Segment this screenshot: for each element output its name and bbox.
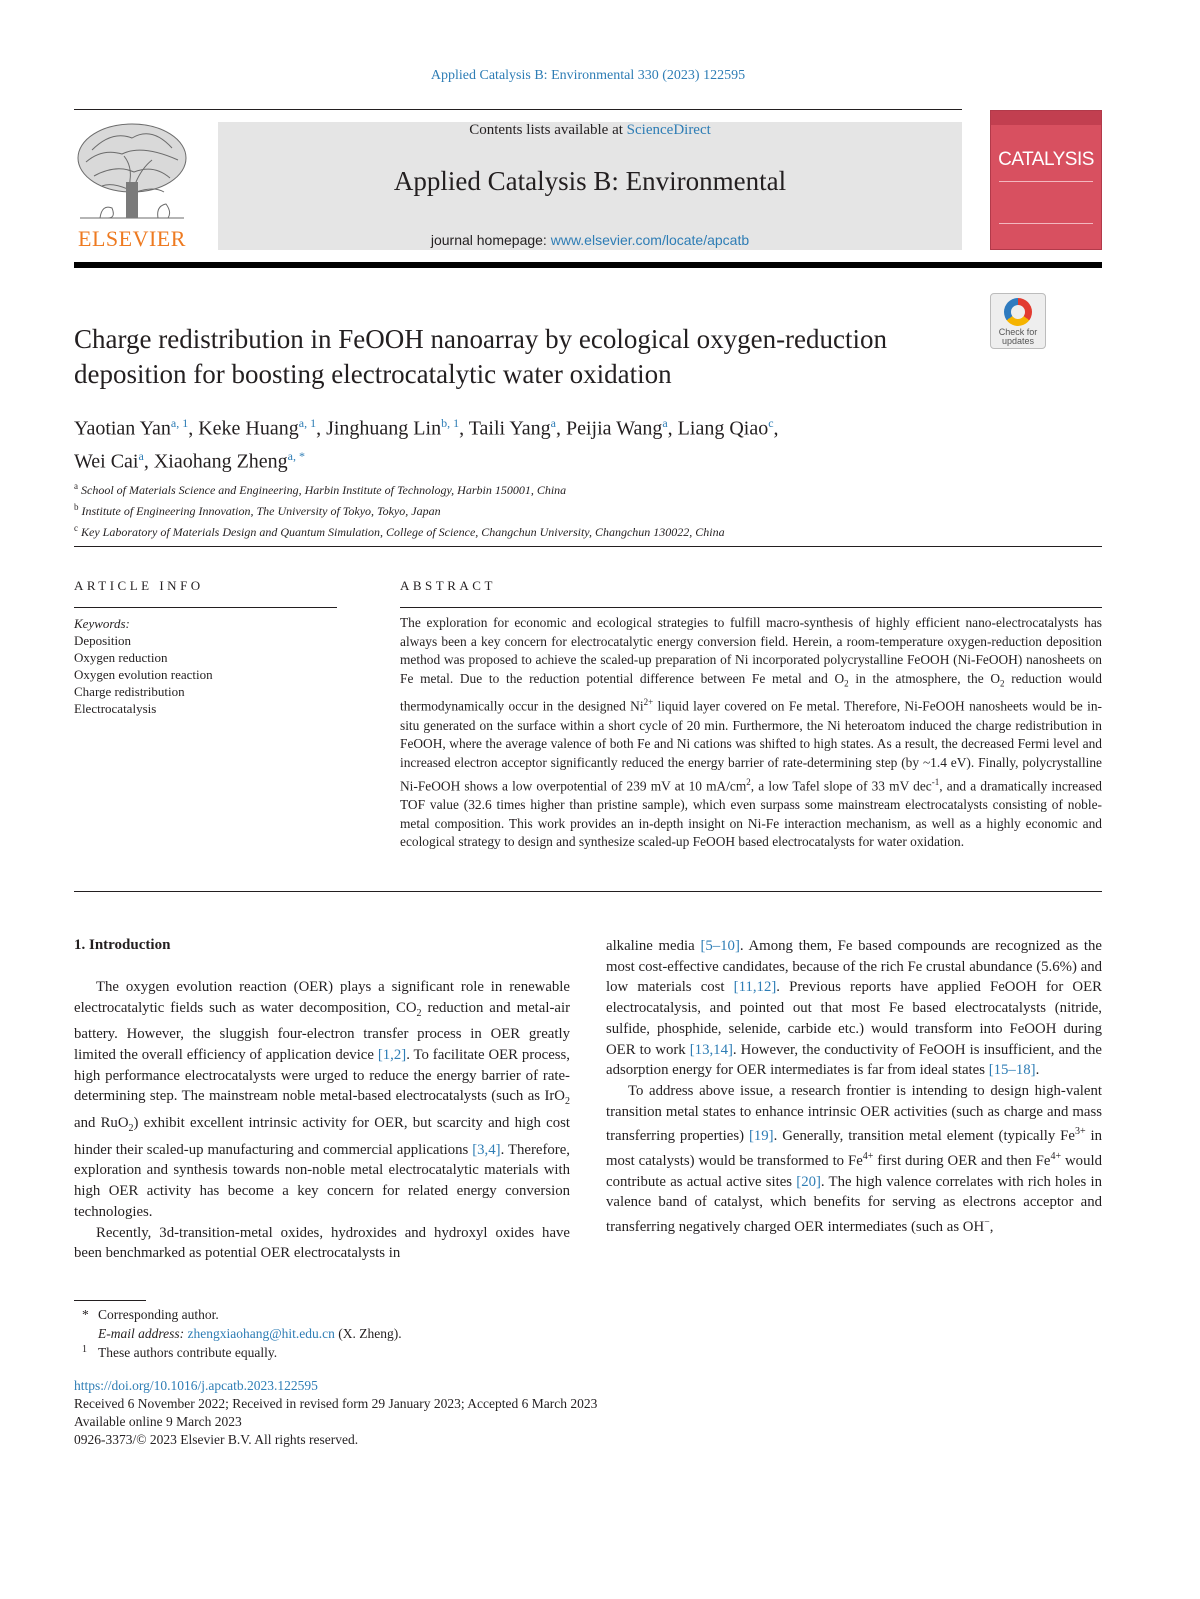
keywords-list	[74, 632, 334, 717]
check-for-updates-button[interactable]	[990, 293, 1046, 349]
sciencedirect-link[interactable]: ScienceDirect	[626, 122, 711, 138]
keyword-item: Oxygen reduction	[74, 650, 168, 665]
footnote-equal-contribution: 1 These authors contribute equally.	[82, 1344, 278, 1360]
check-updates-icon	[1004, 298, 1032, 326]
check-updates-label: Check for updates	[998, 327, 1038, 346]
publication-info	[74, 1377, 874, 1449]
journal-cover[interactable]	[990, 110, 1102, 250]
footnote-corresponding: * Corresponding author.	[82, 1307, 219, 1322]
author-affiliation-mark[interactable]: c	[768, 416, 774, 430]
author-affiliation-mark[interactable]: a	[138, 448, 144, 463]
homepage-link[interactable]: www.elsevier.com/locate/apcatb	[550, 232, 750, 248]
author-name[interactable]: Liang Qiao	[677, 417, 769, 440]
footnote-rule	[74, 1300, 146, 1301]
journal-reference-link[interactable]: Applied Catalysis B: Environmental 330 (2023) 122595	[430, 68, 746, 83]
copyright: 0926-3373/© 2023 Elsevier B.V. All rights reserved.	[74, 1432, 359, 1447]
cover-bar	[991, 111, 1101, 125]
author-name[interactable]: Wei Cai	[74, 450, 139, 473]
author-separator: ,	[556, 417, 566, 440]
author-separator: ,	[773, 417, 779, 440]
citation-link[interactable]: [1,2]	[377, 1047, 407, 1064]
author-affiliation-mark[interactable]: a, 1	[298, 416, 317, 430]
abstract-heading: ABSTRACT	[400, 578, 496, 593]
keywords-label: Keywords:	[74, 616, 130, 631]
cover-divider	[999, 181, 1093, 182]
header-rule	[74, 109, 962, 110]
keywords-block	[74, 615, 334, 717]
citation-link[interactable]: [20]	[796, 1173, 821, 1190]
body-paragraph: Recently, 3d-transition-metal oxides, hydroxides and hydroxyl oxides have been benchmarked as potential OER electrocatalysts in	[74, 1224, 570, 1262]
journal-masthead	[218, 122, 962, 250]
author-separator: ,	[459, 417, 469, 440]
affiliation-mark: c	[74, 523, 78, 533]
affiliation-item	[74, 478, 1074, 499]
email-link[interactable]: zhengxiaohang@hit.edu.cn	[187, 1326, 335, 1341]
paper-title: Charge redistribution in FeOOH nanoarray by ecological oxygen-reduction deposition for boosting electrocatalytic water oxidation	[74, 324, 888, 389]
citation-link[interactable]: [11,12]	[733, 979, 777, 996]
citation-link[interactable]: [5–10]	[700, 938, 740, 954]
journal-title: Applied Catalysis B: Environmental	[393, 166, 787, 196]
author-name[interactable]: Keke Huang	[198, 417, 299, 440]
body-column-left	[74, 977, 570, 1264]
affiliation-item	[74, 520, 1074, 541]
citation-link[interactable]: [15–18]	[988, 1062, 1036, 1079]
contents-line: Contents lists available at ScienceDirect	[469, 122, 711, 138]
footnotes	[74, 1305, 774, 1362]
affiliation-mark: a	[74, 481, 78, 491]
footnote-email: E-mail address: zhengxiaohang@hit.edu.cn (X. Zheng).	[98, 1326, 402, 1341]
body-paragraph: To address above issue, a research frontier is intending to design high-valent transition metal states to enhance intrinsic OER activities (such as charge and mass transferring properties) [19]. Generally, transition metal element (typically $Fe^{3+}$ in most catalysts) would be transformed to $Fe^{4+}$ first during OER and then $Fe^{4+}$ would contribute as actual active sites [20]. The high valence correlates with rich holes in valence band of catalyst, which benefits for serving as electrons acceptor and transferring negatively charged OER intermediates (such as OH−,	[606, 1082, 1102, 1235]
citation-link[interactable]: [13,14]	[689, 1041, 733, 1058]
keyword-item: Charge redistribution	[74, 684, 185, 699]
homepage-line: journal homepage: www.elsevier.com/locate/apcatb	[430, 232, 750, 248]
author-separator: ,	[143, 450, 154, 473]
body-paragraph: alkaline media [5–10]. Among them, Fe based compounds are recognized as the most cost-effective candidates, because of the rich Fe crustal abundance (5.6%) and low materials cost [11,12]. Previous reports have applied FeOOH for OER electrocatalysis, and pointed out that most Fe based electrocatalysts (nitride, sulfide, phosphide, selenide, carbide etc.) would transform into FeOOH during OER to work [13,14]. However, the conductivity of FeOOH is insufficient, and the adsorption energy for OER intermediates is far from ideal states [15–18].	[606, 938, 1103, 1079]
keyword-item: Oxygen evolution reaction	[74, 667, 213, 682]
author-list	[74, 410, 974, 475]
cover-wordmark: CATALYSIS	[998, 149, 1094, 170]
affiliation-text: Institute of Engineering Innovation, The University of Tokyo, Tokyo, Japan	[81, 504, 441, 518]
article-info-rule	[74, 607, 337, 608]
citation-link[interactable]: [3,4]	[472, 1141, 501, 1158]
body-paragraph: The oxygen evolution reaction (OER) plays a significant role in renewable electrocatalytic fields such as water decomposition, $CO_2$ reduction and metal-air battery. However, the sluggish four-electron transfer process in OER greatly limited the overall efficiency of application device [1,2]. To facilitate OER process, high performance electrocatalysts were urged to reduce the energy barrier of rate-determining step. The mainstream noble metal-based electrocatalysts (such as IrO$_2$ and RuO$_2$) exhibit excellent intrinsic activity for OER, but scarcity and high cost hinder their scaled-up manufacturing and commercial applications [3,4]. Therefore, exploration and synthesis towards non-noble metal electrocatalytic materials with high OER activity has become a key concern for related energy conversion technologies.	[74, 979, 571, 1220]
affiliation-item	[74, 499, 1074, 520]
elsevier-wordmark: ELSEVIER	[78, 226, 186, 251]
author-separator: ,	[316, 417, 327, 440]
author-name[interactable]: Taili Yang	[468, 417, 551, 440]
doi-link[interactable]: https://doi.org/10.1016/j.apcatb.2023.122595	[74, 1378, 318, 1393]
header-thick-rule	[74, 262, 1102, 268]
body-column-right	[606, 936, 1102, 1238]
section-rule	[74, 546, 1102, 547]
author-affiliation-mark[interactable]: b, 1	[441, 416, 460, 430]
author-name[interactable]: Peijia Wang	[566, 417, 663, 440]
author-affiliation-mark[interactable]: a	[662, 416, 668, 430]
affiliation-mark: b	[74, 502, 79, 512]
elsevier-tree-icon	[72, 120, 192, 224]
affiliation-text: Key Laboratory of Materials Design and Quantum Simulation, College of Science, Changchun University, Changchun 130022, China	[81, 525, 725, 539]
author-name[interactable]: Jinghuang Lin	[326, 417, 442, 440]
author-separator: ,	[188, 417, 199, 440]
author-affiliation-mark[interactable]: a, *	[287, 448, 305, 463]
author-name[interactable]: Xiaohang Zheng	[153, 450, 288, 473]
author-name[interactable]: Yaotian Yan	[74, 417, 171, 440]
elsevier-logo[interactable]	[72, 120, 192, 254]
article-info-heading: ARTICLE INFO	[74, 578, 204, 593]
author-separator: ,	[667, 417, 678, 440]
author-affiliation-mark[interactable]: a	[550, 416, 556, 430]
abstract-text: The exploration for economic and ecological strategies to fulfill macro-synthesis of highly efficient nano-electrocatalysts has always been a key concern for electrocatalytic energy conversion field. Herein, a room-temperature oxygen-reduction deposition method was proposed to achieve the scaled-up preparation of Ni incorporated polycrystalline FeOOH (Ni-FeOOH) nanosheets on Fe metal. Due to the reduction potential difference between Fe metal and $O_2$ in the atmosphere, the $O_2$ reduction would thermodynamically occur in the designed $Ni^{2+}$ liquid layer covered on Fe metal. Therefore, Ni-FeOOH nanosheets would be in-situ generated on the surface within a short cycle of 20 min. Furthermore, the Ni heteroatom induced the charge redistribution in FeOOH, where the average valence of both Fe and Ni cations was shifted to high states. As a result, the decreased Fermi level and increased electron acceptor significantly reduced the energy barrier of rate-determining step (by ~1.4 eV). Finally, polycrystalline Ni-FeOOH shows a low overpotential of 239 mV at 10 $mA/cm^2$, a low Tafel slope of 33 mV dec$^{-1}$, and a dramatically increased TOF value (32.6 times higher than pristine sample), which even surpass some mainstream electrocatalysts consisting of noble-metal composition. This work provides an in-depth insight on Ni-Fe interaction mechanism, as well as a highly economic and ecological strategy to design and synthesize scaled-up FeOOH based electrocatalysts for water oxidation.	[400, 615, 1102, 850]
keyword-item: Electrocatalysis	[74, 701, 157, 716]
affiliation-list	[74, 478, 1074, 541]
affiliation-text: School of Materials Science and Engineering, Harbin Institute of Technology, Harbin 150001, China	[81, 483, 567, 497]
abstract-rule	[400, 607, 1102, 608]
cover-divider	[999, 223, 1093, 224]
author-affiliation-mark[interactable]: a, 1	[170, 416, 189, 430]
section-heading-introduction: 1. Introduction	[74, 937, 171, 953]
keyword-item: Deposition	[74, 633, 132, 648]
available-online: Available online 9 March 2023	[74, 1414, 242, 1429]
citation-link[interactable]: [19]	[748, 1128, 774, 1145]
section-rule	[74, 891, 1102, 892]
received-dates: Received 6 November 2022; Received in revised form 29 January 2023; Accepted 6 March 2023	[74, 1396, 598, 1411]
